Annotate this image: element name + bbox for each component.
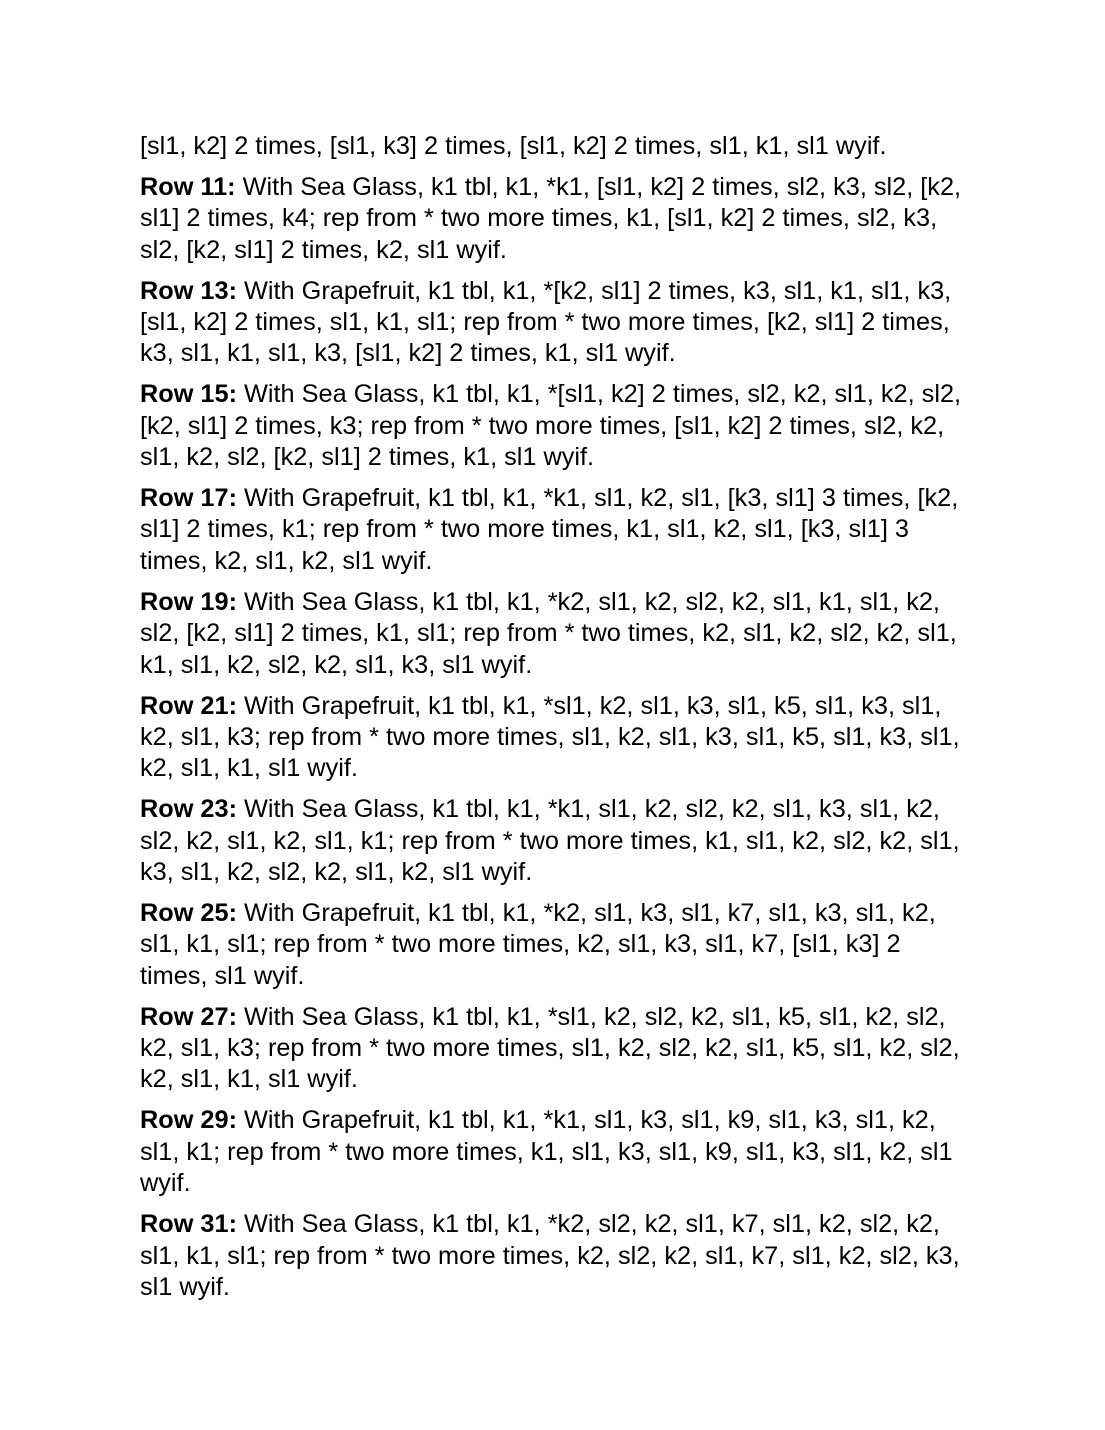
row-text: With Grapefruit, k1 tbl, k1, *[k2, sl1] 2 times, k3, sl1, k1, sl1, k3, [sl1, k2] 2 times, sl1, k1, sl1; rep from * two more times, [k2, sl1] 2 times, k3, sl1, k1, sl1, k3, [sl1, k2] 2 times, k1, sl1 wyif. <box>140 276 952 368</box>
row-label: Row 25: <box>140 898 237 927</box>
row-label: Row 17: <box>140 484 237 513</box>
row-text: With Grapefruit, k1 tbl, k1, *k1, sl1, k2, sl1, [k3, sl1] 3 times, [k2, sl1] 2 times, k1; rep from * two more times, k1, sl1, k2, sl1, [k3, sl1] 3 times, k2, sl1, k2, sl1 wyif. <box>140 484 959 575</box>
row-15-paragraph <box>140 379 970 473</box>
pattern-instructions <box>140 131 970 1313</box>
row-text: With Sea Glass, k1 tbl, k1, *sl1, k2, sl2, k2, sl1, k5, sl1, k2, sl2, k2, sl1, k3; rep from * two more times, sl1, k2, sl2, k2, sl1, k5, sl1, k2, sl2, k2, sl1, k1, sl1 wyif. <box>140 1002 960 1094</box>
row-text: With Grapefruit, k1 tbl, k1, *k1, sl1, k3, sl1, k9, sl1, k3, sl1, k2, sl1, k1; rep from * two more times, k1, sl1, k3, sl1, k9, sl1, k3, sl1, k2, sl1 wyif. <box>140 1106 953 1198</box>
row-label: Row 23: <box>140 795 237 824</box>
row-text: With Sea Glass, k1 tbl, k1, *k1, [sl1, k2] 2 times, sl2, k3, sl2, [k2, sl1] 2 times, k4; rep from * two more times, k1, [sl1, k2] 2 times, sl2, k3, sl2, [k2, sl1] 2 times, k2, sl1 wyif. <box>140 172 962 264</box>
row-label: Row 27: <box>140 1002 237 1031</box>
row-text: With Sea Glass, k1 tbl, k1, *[sl1, k2] 2 times, sl2, k2, sl1, k2, sl2, [k2, sl1] 2 times, k3; rep from * two more times, [sl1, k2] 2 times, sl2, k2, sl1, k2, sl2, [k2, sl1] 2 times, k1, sl1 wyif. <box>140 380 962 472</box>
row-label: Row 13: <box>140 276 237 305</box>
row-text: With Sea Glass, k1 tbl, k1, *k2, sl2, k2, sl1, k7, sl1, k2, sl2, k2, sl1, k1, sl1; rep from * two more times, k2, sl2, k2, sl1, k7, sl1, k2, sl2, k3, sl1 wyif. <box>140 1210 960 1301</box>
row-13-paragraph <box>140 276 970 370</box>
row-label: Row 29: <box>140 1106 237 1135</box>
row-label: Row 21: <box>140 691 237 720</box>
row-21-paragraph <box>140 691 970 785</box>
row-31-paragraph <box>140 1209 970 1303</box>
row-19-paragraph <box>140 587 970 681</box>
row-17-paragraph <box>140 483 970 577</box>
row-label: Row 19: <box>140 587 237 616</box>
row-text: With Sea Glass, k1 tbl, k1, *k2, sl1, k2, sl2, k2, sl1, k1, sl1, k2, sl2, [k2, sl1] 2 times, k1, sl1; rep from * two times, k2, sl1, k2, sl2, k2, sl1, k1, sl1, k2, sl2, k2, sl1, k3, sl1 wyif. <box>140 587 957 679</box>
row-29-paragraph <box>140 1105 970 1199</box>
continuation-text: [sl1, k2] 2 times, [sl1, k3] 2 times, [sl1, k2] 2 times, sl1, k1, sl1 wyif. <box>140 132 887 160</box>
row-label: Row 15: <box>140 380 237 409</box>
row-label: Row 31: <box>140 1210 237 1239</box>
row-23-paragraph <box>140 794 970 888</box>
row-text: With Grapefruit, k1 tbl, k1, *sl1, k2, sl1, k3, sl1, k5, sl1, k3, sl1, k2, sl1, k3; rep from * two more times, sl1, k2, sl1, k3, sl1, k5, sl1, k3, sl1, k2, sl1, k1, sl1 wyif. <box>140 691 960 783</box>
continuation-paragraph <box>140 131 970 162</box>
row-text: With Sea Glass, k1 tbl, k1, *k1, sl1, k2, sl2, k2, sl1, k3, sl1, k2, sl2, k2, sl1, k2, sl1, k1; rep from * two more times, k1, sl1, k2, sl2, k2, sl1, k3, sl1, k2, sl2, k2, sl1, k2, sl1 wyif. <box>140 795 960 887</box>
row-label: Row 11: <box>140 172 236 201</box>
row-27-paragraph <box>140 1002 970 1096</box>
row-text: With Grapefruit, k1 tbl, k1, *k2, sl1, k3, sl1, k7, sl1, k3, sl1, k2, sl1, k1, sl1; rep from * two more times, k2, sl1, k3, sl1, k7, [sl1, k3] 2 times, sl1 wyif. <box>140 898 936 990</box>
row-25-paragraph <box>140 898 970 992</box>
row-11-paragraph <box>140 172 970 266</box>
